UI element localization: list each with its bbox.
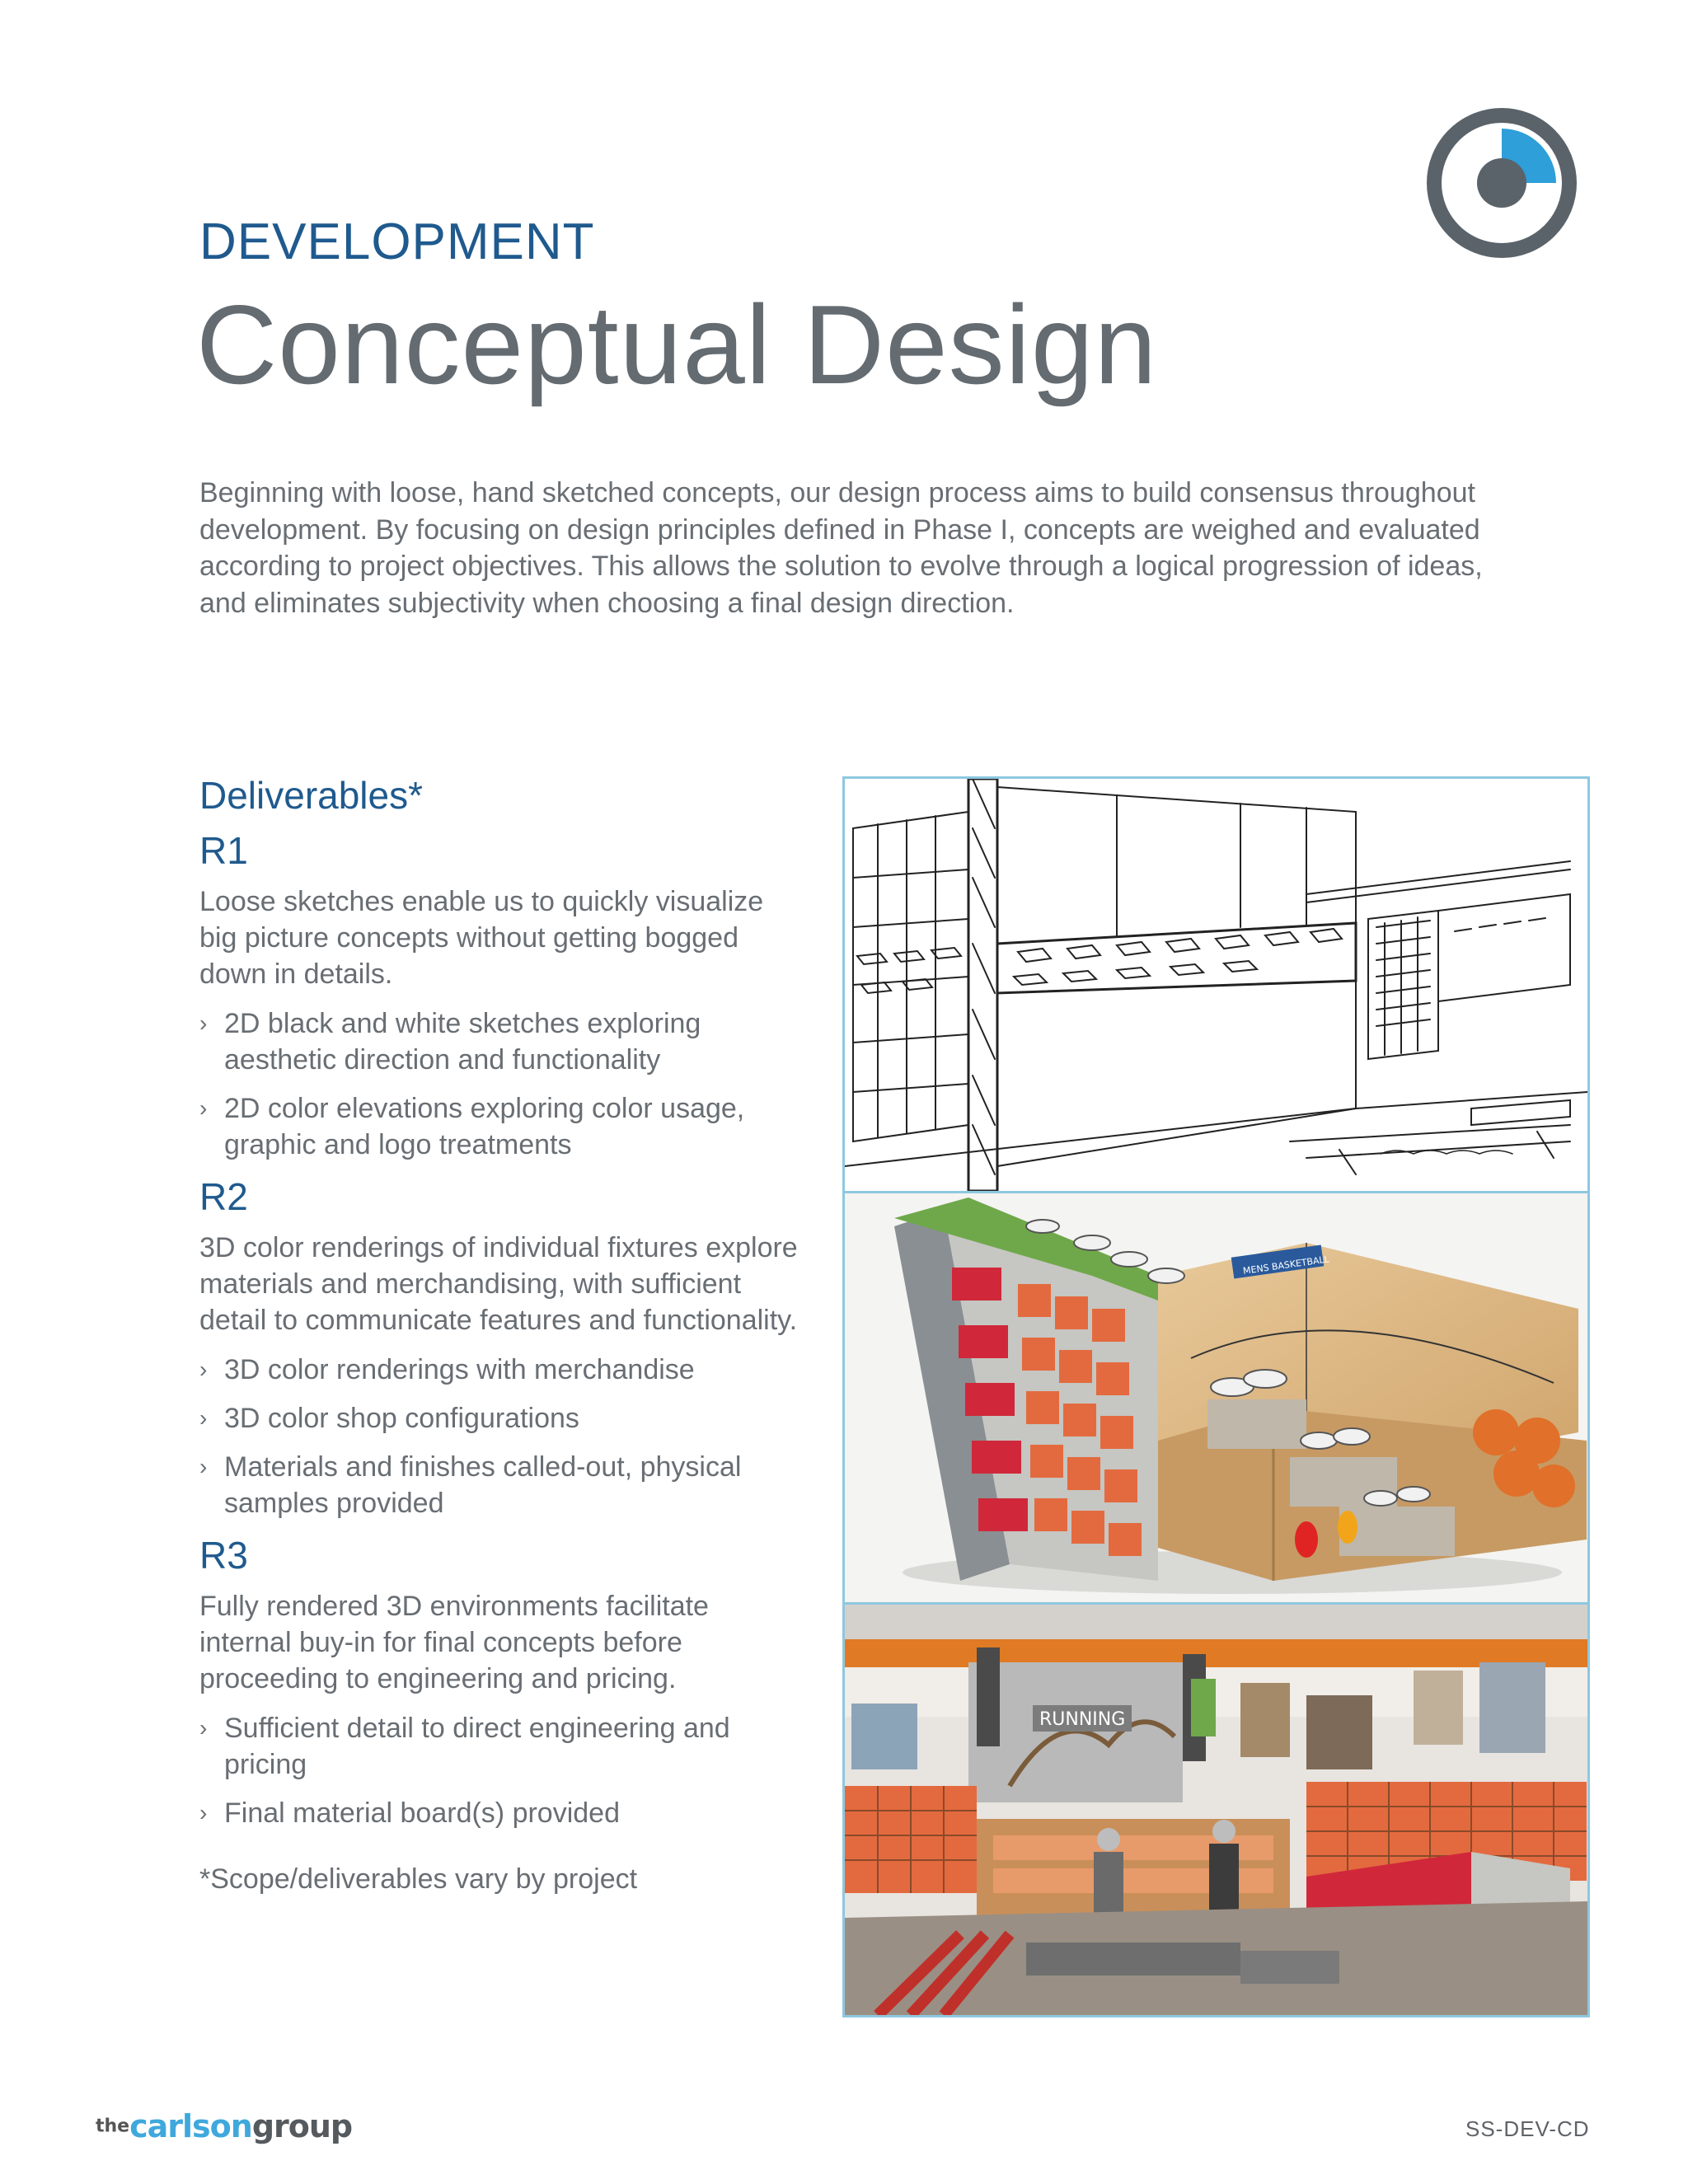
section-description: Loose sketches enable us to quickly visualize big picture concepts without getting bogged down in details. xyxy=(199,886,764,990)
store-sign-text: RUNNING xyxy=(1039,1709,1126,1730)
section-description: Fully rendered 3D environments facilitate internal buy-in for final concepts before proceeding to engineering and pricing. xyxy=(199,1591,709,1694)
list-item xyxy=(199,1795,801,1831)
bullet-list xyxy=(199,1710,801,1831)
deliverable-section-r3 xyxy=(199,1534,801,1831)
bullet-list xyxy=(199,1352,801,1521)
chevron-right-icon: › xyxy=(199,1010,208,1036)
section-heading: R1 xyxy=(199,829,248,872)
chevron-right-icon: › xyxy=(199,1095,208,1121)
document-code: SS-DEV-CD xyxy=(1465,2116,1590,2141)
section-description: 3D color renderings of individual fixtures explore materials and merchandising, with sufficient detail to communicate features and functionality. xyxy=(199,1232,798,1336)
deliverables-heading: Deliverables* xyxy=(199,774,424,817)
bullet-text: 2D color elevations exploring color usage, graphic and logo treatments xyxy=(224,1093,745,1160)
section-eyebrow: DEVELOPMENT xyxy=(199,213,595,270)
bullet-text: Sufficient detail to direct engineering and pricing xyxy=(224,1713,730,1780)
chevron-right-icon: › xyxy=(199,1405,208,1431)
carlson-group-logo: thecarlsongroup xyxy=(96,2108,353,2144)
chevron-right-icon: › xyxy=(199,1715,208,1741)
intro-paragraph: Beginning with loose, hand sketched concepts, our design process aims to build consensus throughout development. By focusing on design principles defined in Phase I, concepts are weighed and evaluated according to project objectives. This allows the solution to evolve through a logical progression of ideas, and eliminates subjectivity when choosing a final design direction. xyxy=(199,477,1483,619)
list-item xyxy=(199,1449,801,1521)
chevron-right-icon: › xyxy=(199,1800,208,1825)
fixture-rendering-image xyxy=(845,1193,1587,1602)
list-item xyxy=(199,1400,801,1436)
bullet-text: 3D color shop configurations xyxy=(224,1403,579,1434)
deliverable-section-r2 xyxy=(199,1175,801,1521)
deliverable-section-r1 xyxy=(199,829,801,1163)
list-item xyxy=(199,1090,801,1163)
page-title: Conceptual Design xyxy=(196,282,1158,407)
bullet-text: Materials and finishes called-out, physical samples provided xyxy=(224,1451,742,1519)
phase-progress-icon xyxy=(1423,104,1581,262)
bullet-text: 3D color renderings with merchandise xyxy=(224,1354,695,1385)
list-item xyxy=(199,1005,801,1078)
bullet-text: Final material board(s) provided xyxy=(224,1797,620,1829)
list-item xyxy=(199,1710,801,1783)
deliverables-column xyxy=(199,775,801,1897)
concept-image-stack xyxy=(842,776,1590,2018)
list-item xyxy=(199,1352,801,1388)
section-heading: R2 xyxy=(199,1175,248,1218)
bullet-text: 2D black and white sketches exploring aesthetic direction and functionality xyxy=(224,1008,701,1076)
store-rendering-image xyxy=(845,1605,1587,2015)
scope-footnote: *Scope/deliverables vary by project xyxy=(199,1863,638,1895)
sketch-image xyxy=(845,779,1587,1191)
chevron-right-icon: › xyxy=(199,1454,208,1479)
section-heading: R3 xyxy=(199,1534,248,1577)
fixture-sign-text: MENS BASKETBALL xyxy=(1242,1254,1330,1277)
bullet-list xyxy=(199,1005,801,1163)
chevron-right-icon: › xyxy=(199,1357,208,1382)
